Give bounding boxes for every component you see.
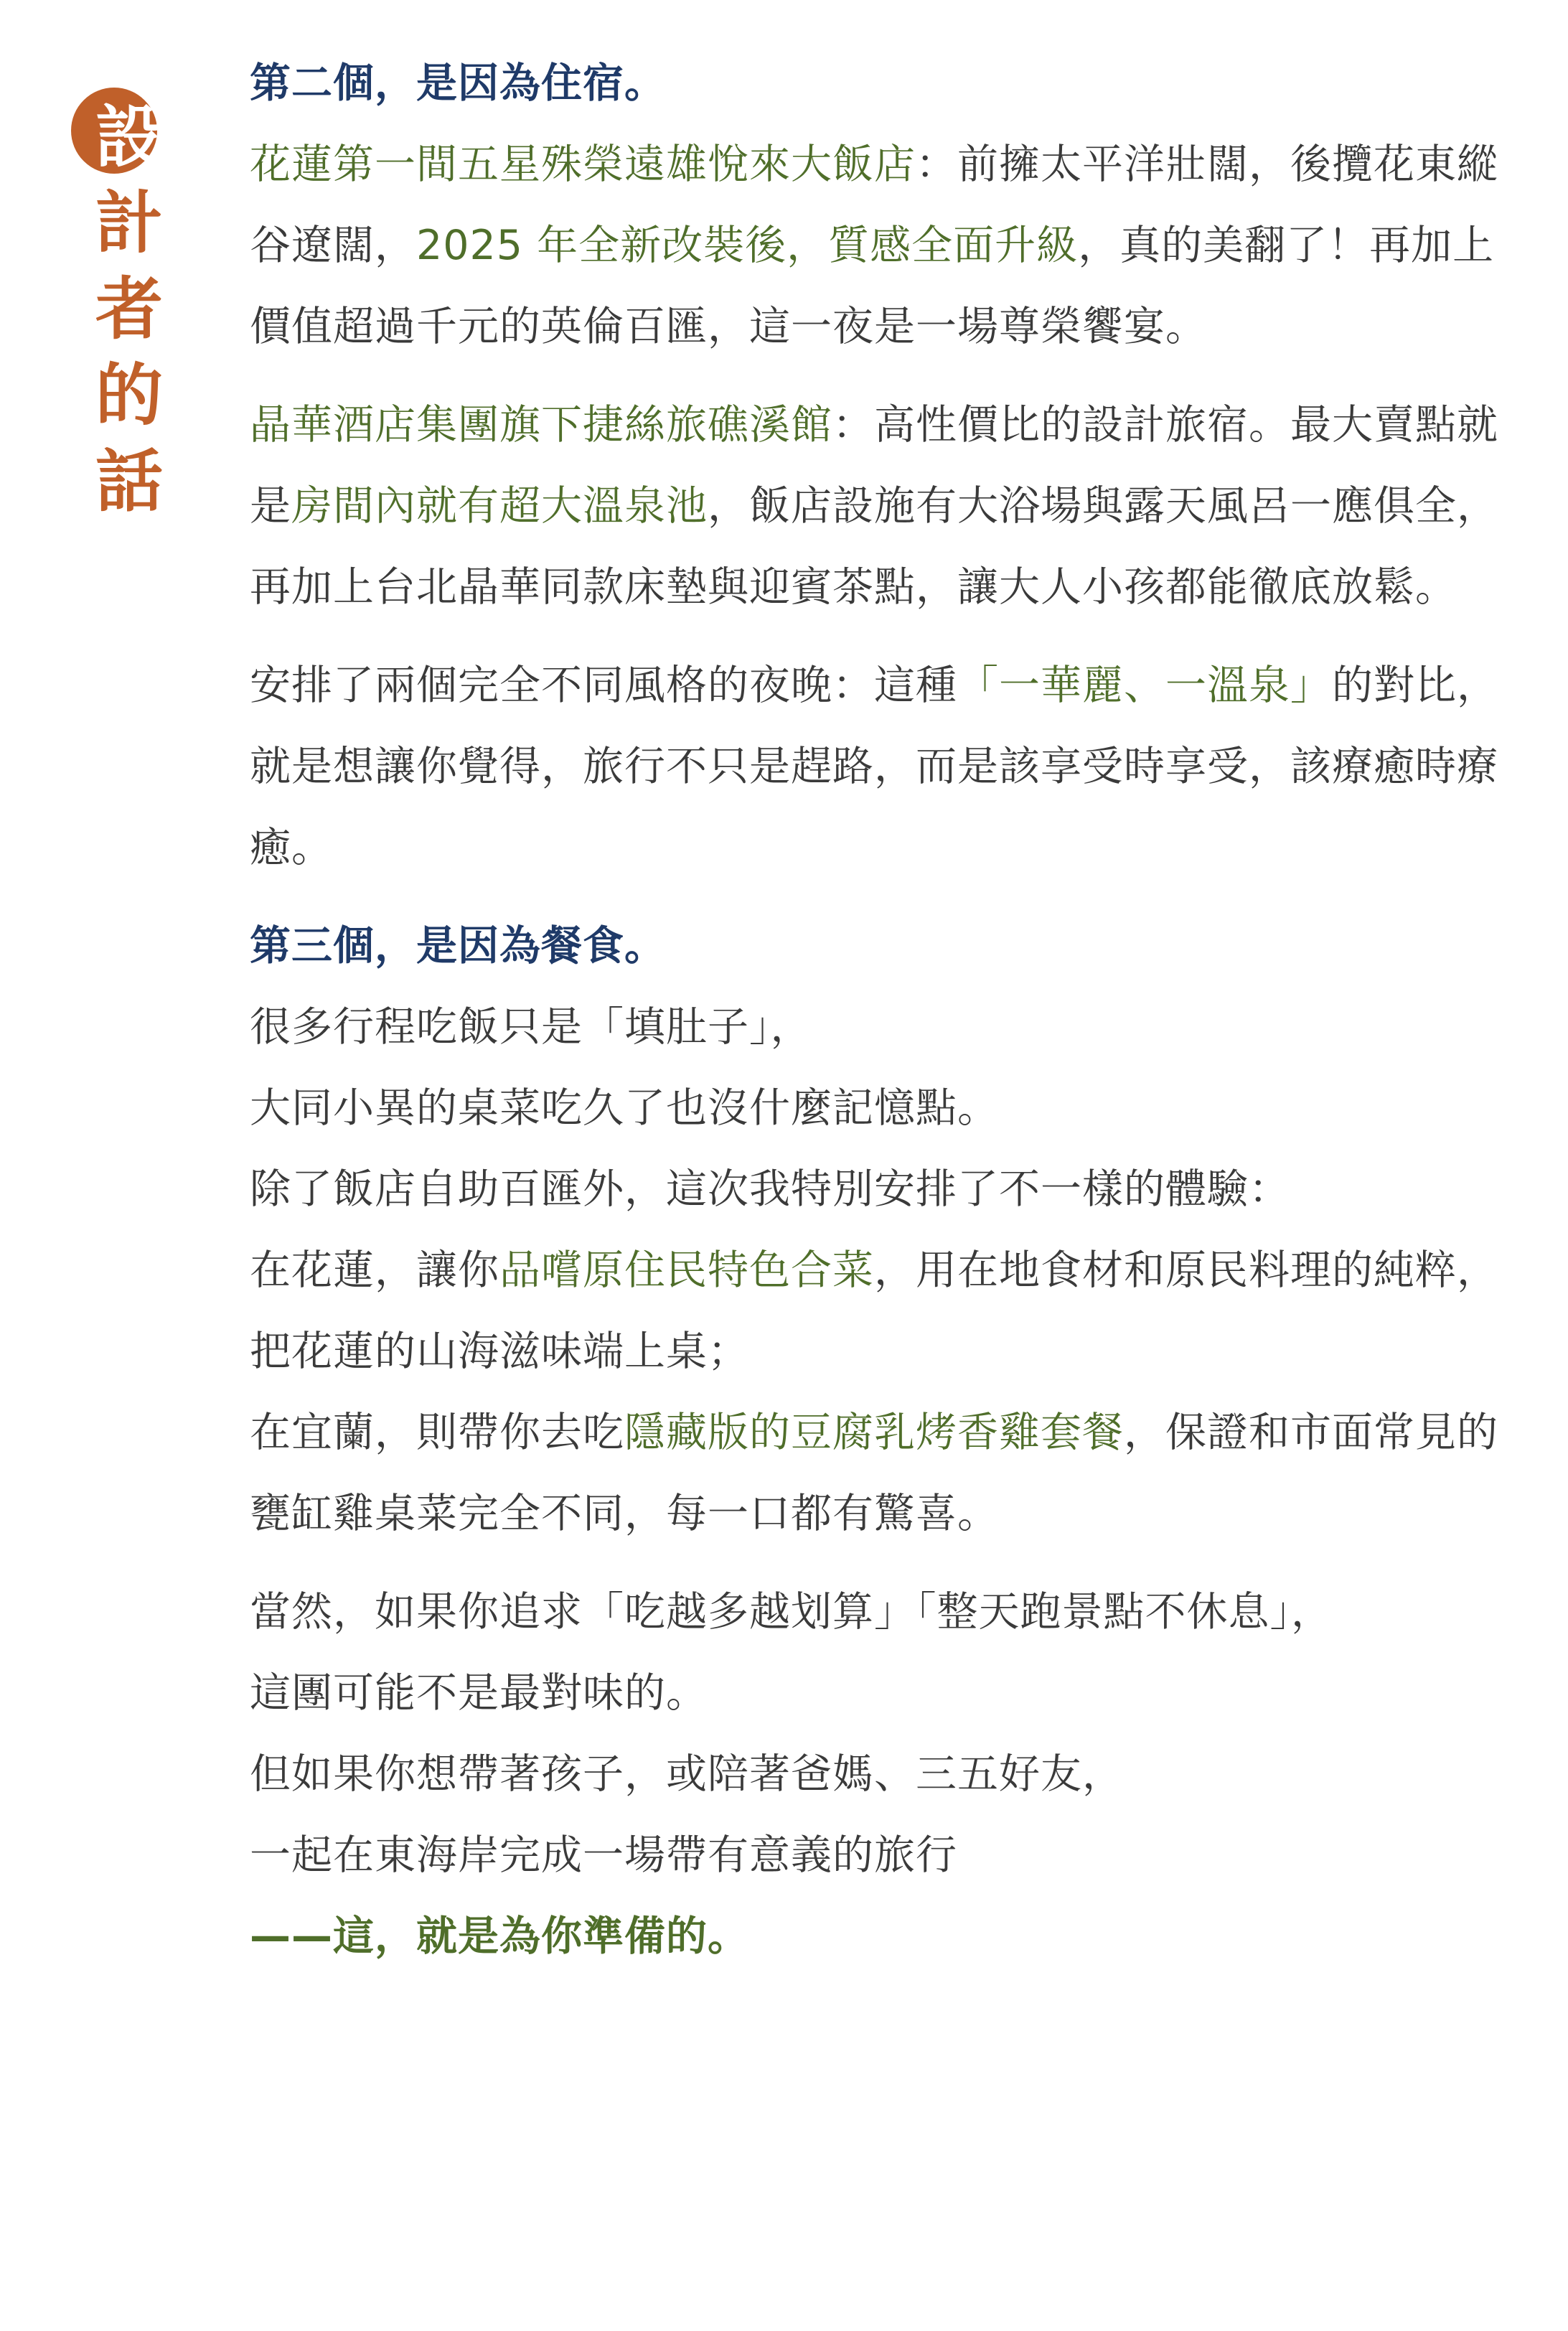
hot-spring-highlight: 房間內就有超大溫泉池 bbox=[291, 482, 708, 530]
side-title bbox=[75, 95, 183, 525]
paragraph-hotel-justsleep bbox=[250, 385, 1513, 628]
paragraph-text: ：高性價比的設計旅宿。最大賣點就是 bbox=[250, 401, 1498, 530]
side-title-char-1 bbox=[83, 95, 176, 181]
paragraph-text: ，飯店設施有大浴場與露天風呂一應俱全，再加上台北晶華同款床墊與迎賓茶點，讓大人小孩都能徹底放鬆。 bbox=[250, 482, 1498, 611]
closing-line-3: 但如果你想帶著孩子，或陪著爸媽、三五好友， bbox=[250, 1750, 1124, 1798]
paragraph-text: 在花蓮，讓你 bbox=[250, 1247, 499, 1294]
closing-line-2: 這團可能不是最對味的。 bbox=[250, 1669, 708, 1717]
chicken-meal-highlight: 隱藏版的豆腐乳烤香雞套餐 bbox=[624, 1409, 1124, 1456]
paragraph-text: 的對比，就是想讓你覺得，旅行不只是趕路，而是該享受時享受，該療癒時療癒。 bbox=[250, 662, 1498, 871]
paragraph-text: ，用在地食材和原民料理的純粹，把花蓮的山海滋味端上桌； bbox=[250, 1247, 1498, 1375]
meal-line-2: 大同小異的桌菜吃久了也沒什麼記憶點。 bbox=[250, 1084, 999, 1132]
hotel-name-highlight: 晶華酒店集團旗下捷絲旅礁溪館 bbox=[250, 401, 832, 449]
paragraph-text: ，保證和市面常見的甕缸雞桌菜完全不同，每一口都有驚喜。 bbox=[250, 1409, 1498, 1537]
closing-line-5: ——這，就是為你準備的。 bbox=[250, 1913, 749, 1960]
paragraph-hotel-farglory bbox=[250, 124, 1513, 367]
paragraph-contrast bbox=[250, 645, 1513, 888]
article-body bbox=[250, 43, 1513, 1977]
paragraph-text: 在宜蘭，則帶你去吃 bbox=[250, 1409, 624, 1456]
meal-yilan bbox=[250, 1392, 1513, 1554]
closing-line-4: 一起在東海岸完成一場帶有意義的旅行 bbox=[250, 1832, 957, 1879]
meal-line-1: 很多行程吃飯只是「填肚子」， bbox=[250, 1003, 812, 1051]
side-title-char-4: 的 bbox=[95, 357, 163, 435]
renovation-highlight: 2025 年全新改裝後，質感全面升級 bbox=[416, 222, 1079, 269]
side-title-char-5: 話 bbox=[95, 443, 163, 521]
closing-line-1: 當然，如果你追求「吃越多越划算」「整天跑景點不休息」， bbox=[250, 1588, 1333, 1636]
side-title-char-3: 者 bbox=[95, 271, 163, 349]
paragraph-text: ，真的美翻了！再加上價值超過千元的英倫百匯，這一夜是一場尊榮饗宴。 bbox=[250, 222, 1495, 350]
contrast-highlight: 「一華麗、一溫泉」 bbox=[957, 662, 1332, 709]
meal-line-3: 除了飯店自助百匯外，這次我特別安排了不一樣的體驗： bbox=[250, 1166, 1290, 1213]
side-title-char-2: 計 bbox=[95, 184, 163, 263]
paragraph-text: 安排了兩個完全不同風格的夜晚：這種 bbox=[250, 662, 957, 709]
indigenous-meal-highlight: 品嚐原住民特色合菜 bbox=[499, 1247, 874, 1294]
meal-hualien bbox=[250, 1230, 1513, 1392]
hotel-name-highlight: 花蓮第一間五星殊榮遠雄悅來大飯店 bbox=[250, 141, 916, 188]
paragraph-text: ：前擁太平洋壯闊，後攬花東縱谷遼闊， bbox=[250, 141, 1498, 269]
section3-heading: 第三個，是因為餐食。 bbox=[250, 922, 666, 970]
side-title-char-1-text: 設 bbox=[95, 98, 163, 177]
section2-heading: 第二個，是因為住宿。 bbox=[250, 60, 666, 107]
